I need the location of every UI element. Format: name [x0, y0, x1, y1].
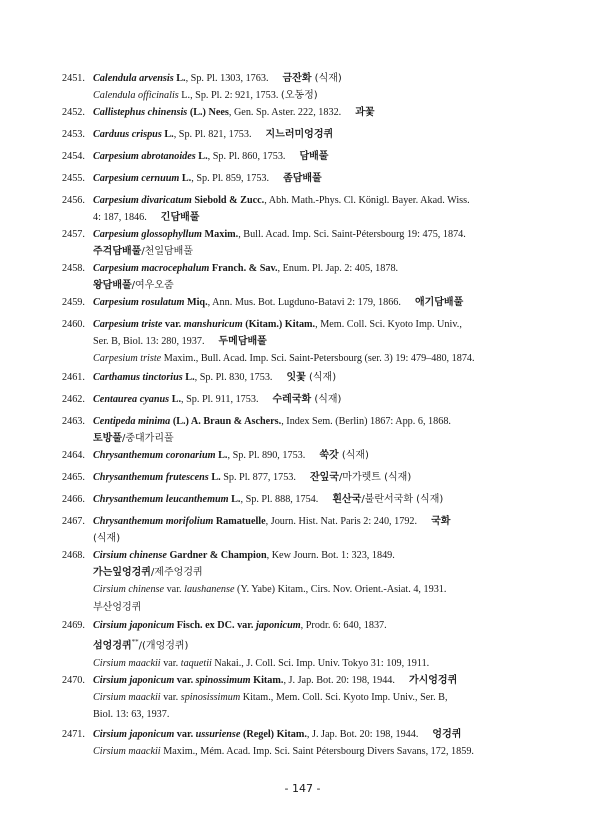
- entry-number: 2467.: [62, 516, 85, 527]
- citation-text: , Journ. Hist. Nat. Paris 2: 240, 1792.: [265, 516, 418, 527]
- korean-note: /여우오줌: [131, 280, 174, 292]
- entry: [62, 513, 542, 547]
- korean-note: (식재): [338, 450, 369, 461]
- entry: [62, 672, 542, 724]
- citation-text: , Sp. Pl. 890, 1753.: [227, 450, 306, 461]
- citation-text: , Ann. Mus. Bot. Lugduno-Batavi 2: 179, 1866.: [207, 297, 401, 308]
- korean-note: /(개엉겅퀴): [138, 640, 189, 652]
- citation-text: , Sp. Pl. 859, 1753.: [191, 173, 270, 184]
- entry: [62, 617, 542, 672]
- entry-line: [93, 672, 542, 689]
- entry-body: [93, 70, 542, 104]
- author: (L.) Nees: [189, 107, 229, 118]
- korean-name: 담배풀: [299, 151, 329, 162]
- author: Miq.: [186, 297, 208, 308]
- citation-text: , Sp. Pl. 821, 1753.: [173, 129, 252, 140]
- korean-note: 부산엉겅퀴: [93, 601, 142, 613]
- scientific-name: Cirsium japonicum: [93, 620, 175, 631]
- entry-body: [93, 148, 542, 165]
- citation-text: , Enum. Pl. Jap. 2: 405, 1878.: [277, 263, 399, 274]
- entry-line: [93, 617, 542, 634]
- korean-note: /천일담배풀: [141, 246, 193, 258]
- entry: [62, 260, 542, 294]
- entry-body: [93, 369, 542, 386]
- synonym-name: Cirsium maackii: [93, 657, 161, 669]
- entry: [62, 726, 542, 760]
- page-number: - 147 -: [284, 782, 321, 795]
- entry-line: [93, 726, 542, 743]
- entry-number: 2459.: [62, 297, 85, 308]
- korean-note: (식재): [311, 394, 342, 405]
- author: L.: [218, 450, 228, 461]
- korean-name: 두메담배풀: [218, 336, 267, 348]
- korean-note: /마가렛트 (식재): [338, 472, 412, 483]
- korean-name: 가는잎엉겅퀴: [93, 567, 151, 579]
- korean-name: 지느러미엉겅퀴: [265, 129, 334, 140]
- entry-body: [93, 491, 542, 508]
- entry-number: 2460.: [62, 319, 85, 330]
- synonym-name: Cirsium chinense: [93, 584, 165, 596]
- entry-number: 2458.: [62, 263, 85, 274]
- korean-name: 섬엉겅퀴: [93, 640, 132, 652]
- citation-text: Maxim., Bull. Acad. Imp. Sci. Saint-Petersbourg (ser. 3) 19: 479–480, 1874.: [161, 353, 475, 365]
- citation-text: var.: [160, 692, 181, 704]
- korean-name: 잔잎국: [309, 472, 339, 483]
- entry: [62, 294, 542, 311]
- entry-number: 2462.: [62, 394, 85, 405]
- author: (Regel) Kitam.: [242, 729, 307, 740]
- scientific-name: Centipeda minima: [93, 416, 171, 427]
- entry-number: 2468.: [62, 550, 85, 561]
- entry-body: [93, 170, 542, 187]
- entry-line: [93, 333, 542, 350]
- entry-number: 2464.: [62, 450, 85, 461]
- citation-text: , Kew Journ. Bot. 1: 323, 1849.: [266, 550, 395, 561]
- entry-line: [93, 260, 542, 277]
- synonym-line: [93, 689, 542, 706]
- citation-text: , Sp. Pl. 860, 1753.: [207, 151, 286, 162]
- scientific-name: manshuricum: [183, 319, 243, 330]
- korean-name: 국화: [431, 516, 451, 527]
- synonym-name: Cirsium maackii: [93, 746, 161, 758]
- synonym-name: Calendula officinalis: [93, 90, 179, 102]
- korean-name: 애기담배풀: [414, 297, 464, 308]
- entry-line: [93, 126, 542, 143]
- citation-text: Sp. Pl. 877, 1753.: [220, 472, 296, 483]
- entry-line: [93, 547, 542, 564]
- entry-line: [93, 148, 542, 165]
- entry-line: [93, 447, 542, 464]
- entry-body: [93, 547, 542, 616]
- author: (Kitam.) Kitam.: [245, 319, 316, 330]
- scientific-name: Cirsium japonicum: [93, 675, 175, 686]
- entry-body: [93, 413, 542, 447]
- entry-line: [93, 209, 542, 226]
- author: L.: [176, 73, 186, 84]
- scientific-name: Carpesium divaricatum: [93, 195, 192, 206]
- entry-body: [93, 391, 542, 408]
- scientific-name: Carpesium abrotanoides: [93, 151, 196, 162]
- entry: [62, 170, 542, 187]
- synonym-name: Carpesium triste: [93, 353, 162, 365]
- citation-text: , J. Jap. Bot. 20: 198, 1944.: [306, 729, 419, 740]
- entry-line: [93, 104, 542, 121]
- author: L.: [171, 394, 182, 405]
- scientific-name: Carpesium macrocephalum: [93, 263, 210, 274]
- author: L.: [181, 173, 192, 184]
- entry: [62, 447, 542, 464]
- citation-text: , Sp. Pl. 911, 1753.: [181, 394, 259, 405]
- entry-line: [93, 170, 542, 187]
- entry-line: [93, 243, 542, 260]
- scientific-name: Carpesium cernuum: [93, 173, 180, 184]
- scientific-name: Chrysanthemum coronarium: [93, 450, 216, 461]
- korean-note: /제주엉겅퀴: [150, 567, 203, 579]
- entry-body: [93, 294, 542, 311]
- author: Gardner & Champion: [169, 550, 267, 561]
- korean-name: 긴담배풀: [160, 212, 200, 224]
- korean-name: 쑥갓: [319, 450, 339, 461]
- citation-text: , Bull. Acad. Imp. Sci. Saint-Pétersbourg 19: 475, 1874.: [238, 229, 466, 240]
- author: L.: [198, 151, 208, 162]
- entry-body: [93, 513, 542, 547]
- scientific-name: Carduus crispus: [93, 129, 162, 140]
- entry-line: [93, 277, 542, 294]
- entry: [62, 391, 542, 408]
- citation-text: var.: [160, 657, 181, 669]
- scientific-name: japonicum: [255, 620, 301, 631]
- korean-note: (식재): [305, 372, 337, 383]
- synonym-name: Cirsium maackii: [93, 692, 161, 704]
- entry-line: [93, 564, 542, 581]
- scientific-name: Chrysanthemum frutescens: [93, 472, 209, 483]
- scientific-name: Chrysanthemum leucanthemum: [93, 494, 229, 505]
- scientific-name: Callistephus chinensis: [93, 107, 188, 118]
- synonym-line: [93, 350, 542, 367]
- entry-number: 2456.: [62, 195, 85, 206]
- korean-note: (식재): [93, 533, 121, 545]
- korean-name: 잇꽃: [286, 372, 306, 383]
- entry-body: [93, 617, 542, 672]
- entry-number: 2461.: [62, 372, 85, 383]
- entry: [62, 226, 542, 260]
- author: Maxim.: [204, 229, 239, 240]
- scientific-name: Cirsium japonicum: [93, 729, 175, 740]
- korean-name: 왕담배풀: [93, 280, 132, 292]
- entry-body: [93, 726, 542, 760]
- citation-text: , J. Jap. Bot. 20: 198, 1944.: [283, 675, 395, 686]
- korean-name: 수레국화: [272, 394, 312, 405]
- entry: [62, 126, 542, 143]
- entry: [62, 547, 542, 616]
- citation-text: , Abh. Math.-Phys. Cl. Königl. Bayer. Akad. Wiss.: [264, 195, 470, 206]
- scientific-name: Chrysanthemum morifolium: [93, 516, 214, 527]
- citation-text: , Mem. Coll. Sci. Kyoto Imp. Univ.,: [315, 319, 462, 330]
- korean-name: 금잔화: [282, 73, 312, 84]
- entry-number: 2457.: [62, 229, 85, 240]
- author: (L.) A. Braun & Aschers.: [172, 416, 282, 427]
- entry: [62, 491, 542, 508]
- synonym-line: [93, 87, 542, 104]
- synonym-line: [93, 581, 542, 598]
- scientific-name: Cirsium chinense: [93, 550, 167, 561]
- citation-text: , Index Sem. (Berlin) 1867: App. 6, 1868.: [281, 416, 451, 427]
- entry: [62, 70, 542, 104]
- author: L.: [164, 129, 174, 140]
- entry-line: [93, 413, 542, 430]
- entry-body: [93, 192, 542, 226]
- citation-text: , Prodr. 6: 640, 1837.: [300, 620, 387, 631]
- korean-note: /불란서국화 (식재): [361, 494, 444, 505]
- synonym-line: [93, 655, 542, 672]
- synonym-name: laushanense: [184, 584, 235, 596]
- entry-body: [93, 226, 542, 260]
- entry-line: [93, 530, 542, 547]
- entry-number: 2463.: [62, 416, 85, 427]
- synonym-line: [93, 743, 542, 760]
- korean-note: /중대가리풀: [121, 433, 174, 445]
- entry-line: [93, 491, 542, 508]
- entry-number: 2466.: [62, 494, 85, 505]
- korean-name: 과꽃: [355, 107, 375, 118]
- entry-line: [93, 391, 542, 408]
- entry-number: 2469.: [62, 620, 85, 631]
- footnote-mark: **: [131, 638, 139, 647]
- entry-line: [93, 316, 542, 333]
- entry-body: [93, 447, 542, 464]
- entry-line: [93, 513, 542, 530]
- author: L.: [211, 472, 221, 483]
- entry-number: 2465.: [62, 472, 85, 483]
- entry: [62, 469, 542, 486]
- scientific-name: Carthamus tinctorius: [93, 372, 183, 383]
- author: Kitam.: [253, 675, 284, 686]
- citation-text: Nakai., J. Coll. Sci. Imp. Univ. Tokyo 31: 109, 1911.: [211, 657, 430, 669]
- korean-name: 흰산국: [332, 494, 362, 505]
- citation-text: Maxim., Mém. Acad. Imp. Sci. Saint Pétersbourg Divers Savans, 172, 1859.: [160, 746, 474, 758]
- author: L.: [231, 494, 241, 505]
- entry-number: 2454.: [62, 151, 85, 162]
- citation-text: (Y. Yabe) Kitam., Cirs. Nov. Orient.-Asiat. 4, 1931.: [234, 584, 447, 596]
- citation-text: Ser. B, Biol. 13: 280, 1937.: [93, 336, 205, 348]
- entry-number: 2452.: [62, 107, 85, 118]
- synonym-line: [93, 706, 542, 723]
- synonym-line: [93, 599, 542, 616]
- author: var.: [176, 675, 194, 686]
- entry-line: [93, 70, 542, 87]
- scientific-name: Carpesium rosulatum: [93, 297, 185, 308]
- entry-body: [93, 672, 542, 724]
- entry-number: 2455.: [62, 173, 85, 184]
- korean-name: 좀담배풀: [283, 173, 322, 184]
- synonym-name: spinosissimum: [180, 692, 241, 704]
- citation-text: , Sp. Pl. 1303, 1763.: [185, 73, 269, 84]
- entry-line: [93, 469, 542, 486]
- synonym-name: taquetii: [180, 657, 212, 669]
- entry-number: 2451.: [62, 73, 85, 84]
- entry-line: [93, 226, 542, 243]
- entry-line: [93, 294, 542, 311]
- citation-text: var.: [164, 584, 185, 596]
- entry-line: [93, 430, 542, 447]
- entry-line: [93, 369, 542, 386]
- scientific-name: Centaurea cyanus: [93, 394, 170, 405]
- entry: [62, 316, 542, 368]
- author: Franch. & Sav.: [211, 263, 278, 274]
- entry: [62, 192, 542, 226]
- citation-text: , Gen. Sp. Aster. 222, 1832.: [228, 107, 342, 118]
- scientific-name: Calendula arvensis: [93, 73, 174, 84]
- citation-text: Kitam., Mem. Coll. Sci. Kyoto Imp. Univ., Ser. B,: [240, 692, 448, 704]
- entry-body: [93, 316, 542, 368]
- entry-number: 2471.: [62, 729, 85, 740]
- author: var.: [164, 319, 182, 330]
- entry-number: 2453.: [62, 129, 85, 140]
- korean-name: 토방풀: [93, 433, 122, 445]
- korean-note: (오동정): [280, 90, 318, 102]
- korean-name: 엉겅퀴: [432, 729, 462, 740]
- scientific-name: Carpesium triste: [93, 319, 163, 330]
- citation-text: L., Sp. Pl. 2: 921, 1753.: [178, 90, 281, 102]
- korean-note: (식재): [311, 73, 342, 84]
- scientific-name: ussuriense: [195, 729, 241, 740]
- entry-body: [93, 104, 542, 121]
- author: L.: [185, 372, 195, 383]
- entry-body: [93, 126, 542, 143]
- citation-text: Biol. 13: 63, 1937.: [93, 709, 170, 721]
- scientific-name: Carpesium glossophyllum: [93, 229, 202, 240]
- entry: [62, 104, 542, 121]
- entry: [62, 148, 542, 165]
- entry: [62, 369, 542, 386]
- author: var.: [176, 729, 194, 740]
- author: Fisch. ex DC. var.: [176, 620, 254, 631]
- entry-line: [93, 192, 542, 209]
- citation-text: , Sp. Pl. 888, 1754.: [240, 494, 319, 505]
- entry-body: [93, 469, 542, 486]
- korean-name: 가시엉겅퀴: [408, 675, 458, 686]
- entry-number: 2470.: [62, 675, 85, 686]
- entry-line: [93, 634, 542, 655]
- author: Ramatuelle: [215, 516, 266, 527]
- citation-text: , Sp. Pl. 830, 1753.: [194, 372, 273, 383]
- author: Siebold & Zucc.: [194, 195, 265, 206]
- citation-text: 4: 187, 1846.: [93, 212, 147, 224]
- korean-name: 주걱담배풀: [93, 246, 142, 258]
- entry-body: [93, 260, 542, 294]
- entry: [62, 413, 542, 447]
- scientific-name: spinossimum: [195, 675, 251, 686]
